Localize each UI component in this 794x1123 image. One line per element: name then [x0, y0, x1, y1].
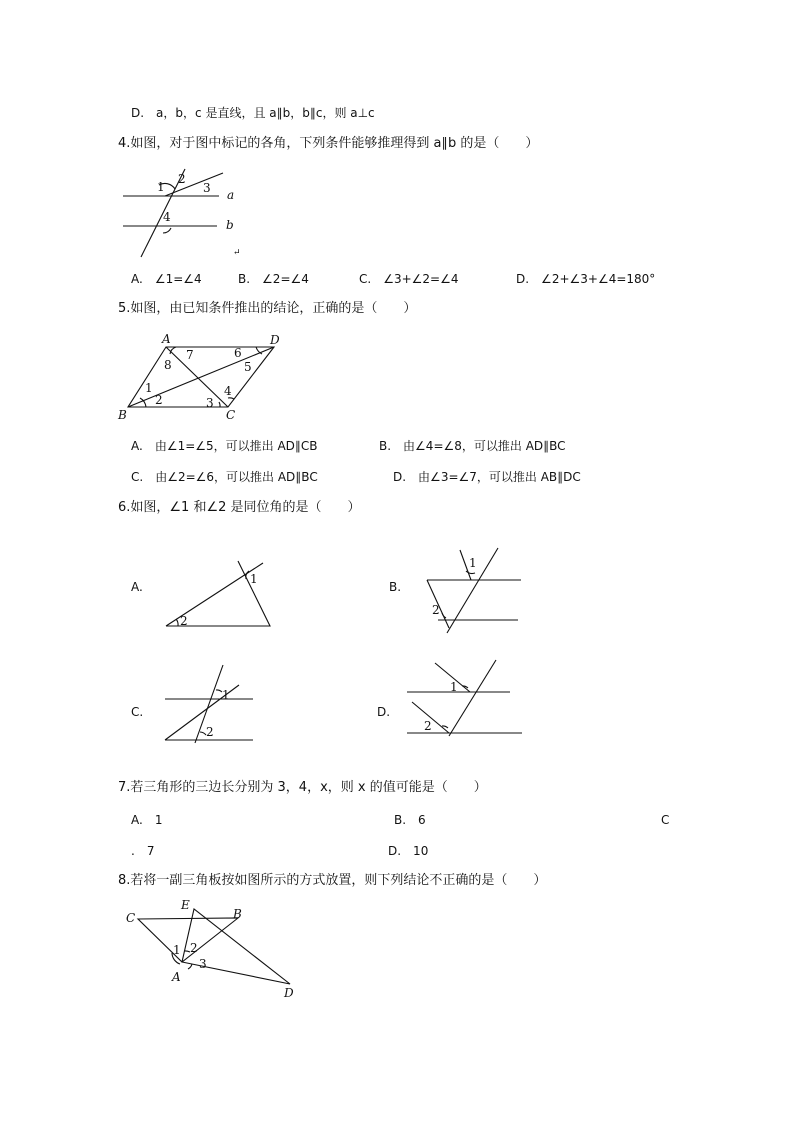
q5-option-b: B. 由∠4=∠8，可以推出 AD∥BC	[379, 439, 566, 453]
q8-vertex-c: C	[126, 911, 136, 925]
q6-option-a-label: A.	[131, 580, 143, 594]
q4-label-3: 3	[203, 181, 211, 195]
q6-option-c-label: C.	[131, 705, 144, 719]
q4-label-2: 2	[178, 172, 186, 186]
q5-figure	[116, 330, 291, 425]
q6c-label-2: 2	[206, 725, 214, 739]
q5-label-3: 3	[206, 396, 214, 410]
q5-option-c: C. 由∠2=∠6，可以推出 AD∥BC	[131, 470, 318, 484]
q8-vertex-d: D	[284, 986, 294, 1000]
q5-label-5: 5	[244, 360, 252, 374]
q8-stem: 8.若将一副三角板按如图所示的方式放置，则下列结论不正确的是（ ）	[118, 873, 547, 888]
q8-label-3: 3	[199, 957, 207, 971]
q5-option-d: D. 由∠3=∠7，可以推出 AB∥DC	[393, 470, 581, 484]
q8-label-1: 1	[173, 943, 181, 957]
q4-line-b: b	[226, 218, 234, 232]
q6a-label-1: 1	[250, 572, 258, 586]
q7-option-d: D. 10	[388, 844, 429, 858]
q6b-label-2: 2	[432, 603, 440, 617]
q7-option-a: A. 1	[131, 813, 163, 827]
q4-option-a: A. ∠1=∠4	[131, 272, 202, 286]
q6-figure-d	[404, 660, 529, 745]
q7-stem: 7.若三角形的三边长分别为 3，4，x，则 x 的值可能是（ ）	[118, 780, 487, 795]
q3-option-d: D. a，b，c 是直线，且 a∥b，b∥c，则 a⊥c	[131, 106, 375, 120]
q5-label-8: 8	[164, 358, 172, 372]
q6b-label-1: 1	[469, 556, 477, 570]
q5-label-6: 6	[234, 346, 242, 360]
q6a-label-2: 2	[180, 614, 188, 628]
q5-label-4: 4	[224, 384, 232, 398]
q8-vertex-a: A	[172, 970, 181, 984]
q7-option-c-letter: C	[661, 813, 670, 827]
q4-option-d: D. ∠2+∠3+∠4=180°	[516, 272, 656, 286]
q5-label-2: 2	[155, 393, 163, 407]
q6c-label-1: 1	[222, 688, 230, 702]
q8-vertex-e: E	[181, 898, 190, 912]
q8-figure	[122, 897, 312, 1002]
q6d-label-1: 1	[450, 680, 458, 694]
q5-stem: 5.如图，由已知条件推出的结论，正确的是（ ）	[118, 301, 417, 316]
q7-option-b: B. 6	[394, 813, 426, 827]
q7-option-c-value: . 7	[131, 844, 155, 858]
q4-label-4: 4	[163, 210, 171, 224]
q4-line-a: a	[227, 188, 235, 202]
q4-option-b: B. ∠2=∠4	[238, 272, 309, 286]
q4-return-mark: ↵	[233, 248, 241, 258]
q8-label-2: 2	[190, 941, 198, 955]
q4-stem: 4.如图，对于图中标记的各角，下列条件能够推理得到 a∥b 的是（ ）	[118, 136, 539, 151]
q4-figure	[115, 165, 255, 260]
q6-figure-a	[160, 555, 280, 635]
q5-label-1: 1	[145, 381, 153, 395]
q6-figure-c	[160, 660, 270, 745]
q5-vertex-a: A	[162, 332, 171, 346]
q6-option-b-label: B.	[389, 580, 402, 594]
q4-label-1: 1	[157, 180, 165, 194]
q6-figure-b	[418, 545, 538, 635]
q5-label-7: 7	[186, 348, 194, 362]
q6d-label-2: 2	[424, 719, 432, 733]
q5-vertex-c: C	[226, 408, 236, 422]
q6-stem: 6.如图，∠1 和∠2 是同位角的是（ ）	[118, 500, 361, 515]
q5-option-a: A. 由∠1=∠5，可以推出 AD∥CB	[131, 439, 318, 453]
q8-vertex-b: B	[233, 907, 242, 921]
q6-option-d-label: D.	[377, 705, 391, 719]
q5-vertex-d: D	[270, 333, 280, 347]
q5-vertex-b: B	[118, 408, 127, 422]
q4-option-c: C. ∠3+∠2=∠4	[359, 272, 459, 286]
